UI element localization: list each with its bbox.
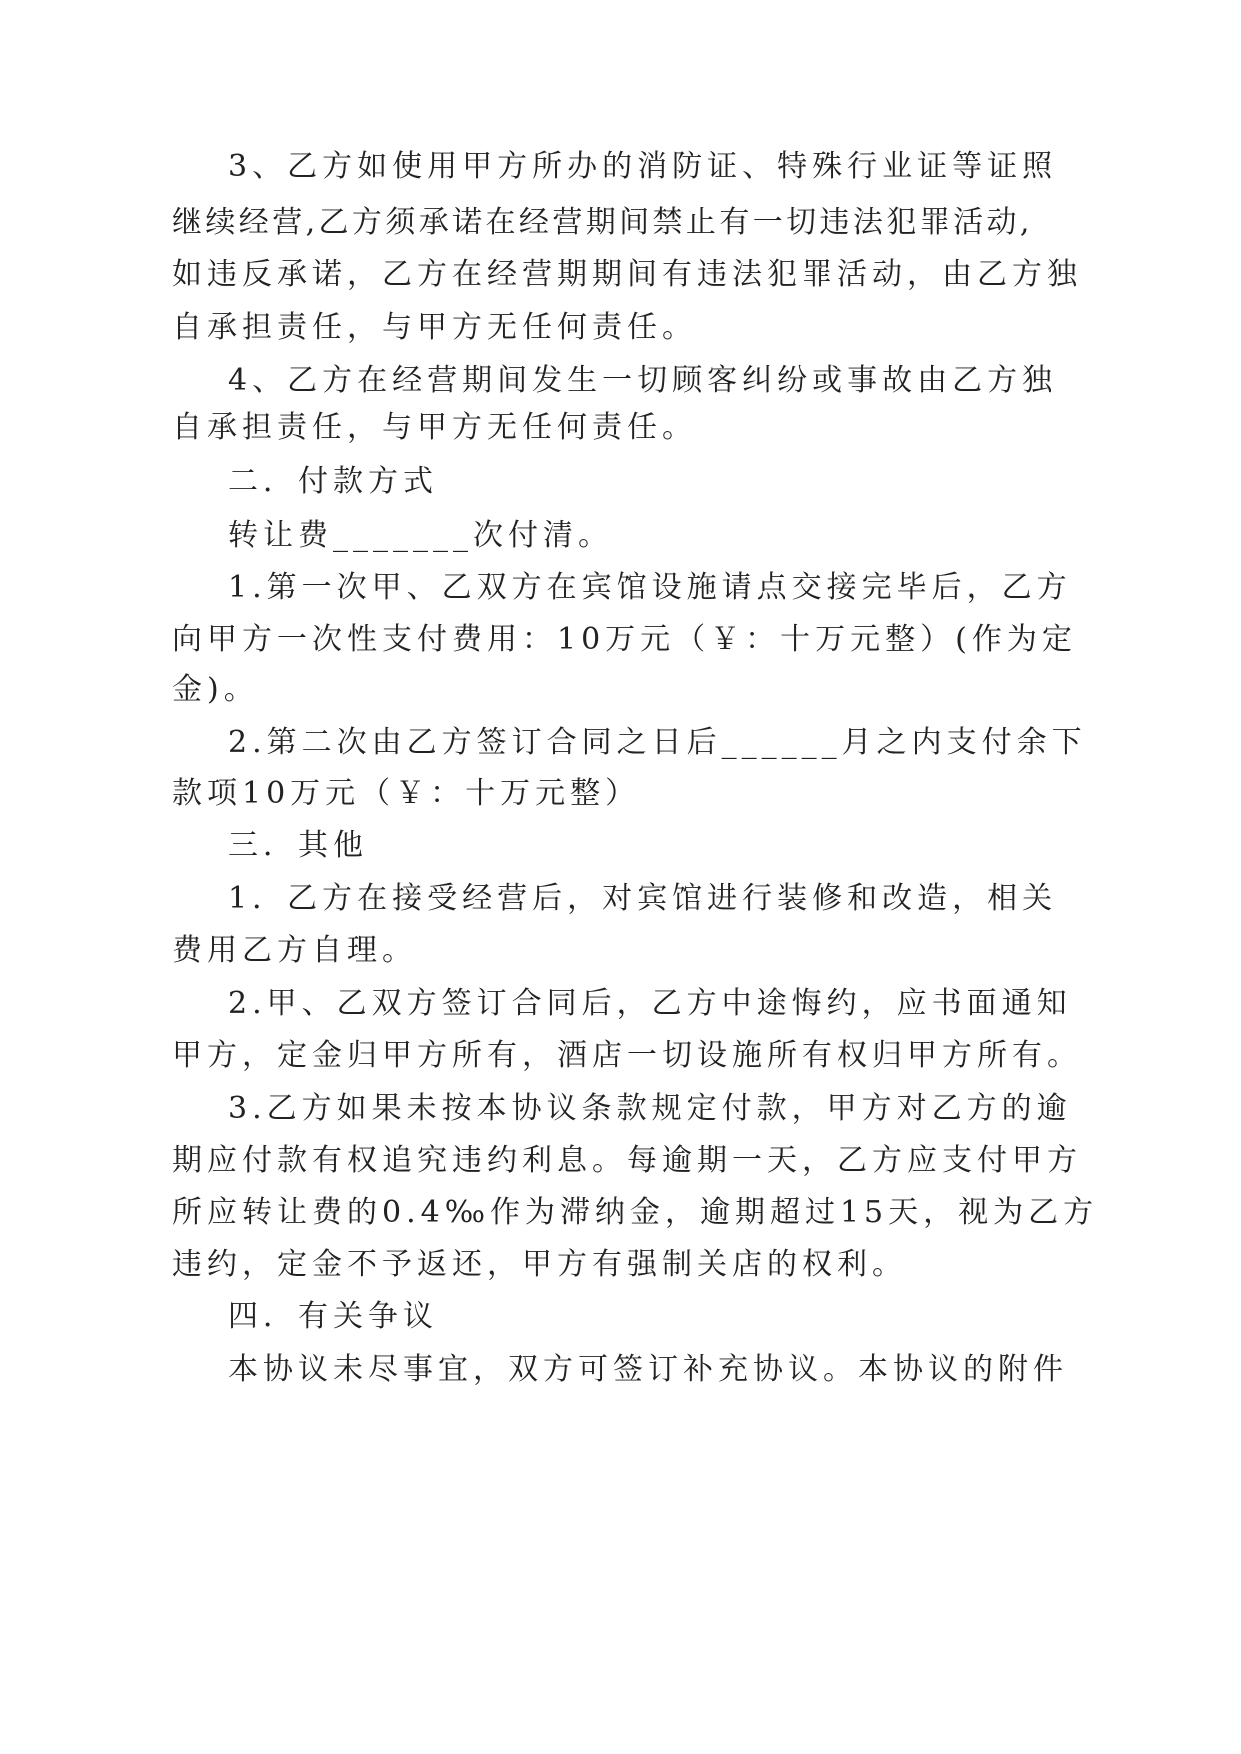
payment-installments-line: 转让费_______次付清。 <box>228 518 613 553</box>
clause-3-line-4: 自承担责任，与甲方无任何责任。 <box>172 310 697 345</box>
clause-3-line-2: 继续经营,乙方须承诺在经营期间禁止有一切违法犯罪活动, <box>172 205 1033 240</box>
other-3-line-2: 期应付款有权追究违约利息。每逾期一天，乙方应支付甲方 <box>172 1143 1082 1178</box>
payment-2-line-1: 2.第二次由乙方签订合同之日后______月之内支付余下 <box>228 725 1087 760</box>
clause-4-line-2: 自承担责任，与甲方无任何责任。 <box>172 410 697 445</box>
clause-3-line-3: 如违反承诺，乙方在经营期期间有违法犯罪活动，由乙方独 <box>172 257 1082 292</box>
other-3-line-3: 所应转让费的0.4‰作为滞纳金，逾期超过15天，视为乙方 <box>172 1195 1099 1230</box>
payment-1-line-2: 向甲方一次性支付费用：10万元（￥：十万元整）(作为定 <box>172 622 1077 657</box>
other-2-line-1: 2.甲、乙双方签订合同后，乙方中途悔约，应书面通知 <box>228 986 1072 1021</box>
other-3-line-1: 3.乙方如果未按本协议条款规定付款，甲方对乙方的逾 <box>228 1091 1072 1126</box>
section-3-heading: 三．其他 <box>228 828 368 863</box>
other-2-line-2: 甲方，定金归甲方所有，酒店一切设施所有权归甲方所有。 <box>172 1038 1082 1073</box>
dispute-line-1: 本协议未尽事宜，双方可签订补充协议。本协议的附件 <box>228 1352 1068 1387</box>
other-3-line-4: 违约，定金不予返还，甲方有强制关店的权利。 <box>172 1247 907 1282</box>
section-4-heading: 四．有关争议 <box>228 1299 438 1334</box>
payment-2-line-2: 款项10万元（￥：十万元整） <box>172 776 641 811</box>
payment-1-line-3: 金)。 <box>172 672 259 707</box>
clause-3-line-1: 3、乙方如使用甲方所办的消防证、特殊行业证等证照 <box>228 149 1058 184</box>
payment-1-line-1: 1.第一次甲、乙双方在宾馆设施请点交接完毕后，乙方 <box>228 570 1072 605</box>
section-2-heading: 二．付款方式 <box>228 464 438 499</box>
clause-4-line-1: 4、乙方在经营期间发生一切顾客纠纷或事故由乙方独 <box>228 363 1058 398</box>
other-1-line-2: 费用乙方自理。 <box>172 933 417 968</box>
other-1-line-1: 1．乙方在接受经营后，对宾馆进行装修和改造，相关 <box>228 881 1058 916</box>
